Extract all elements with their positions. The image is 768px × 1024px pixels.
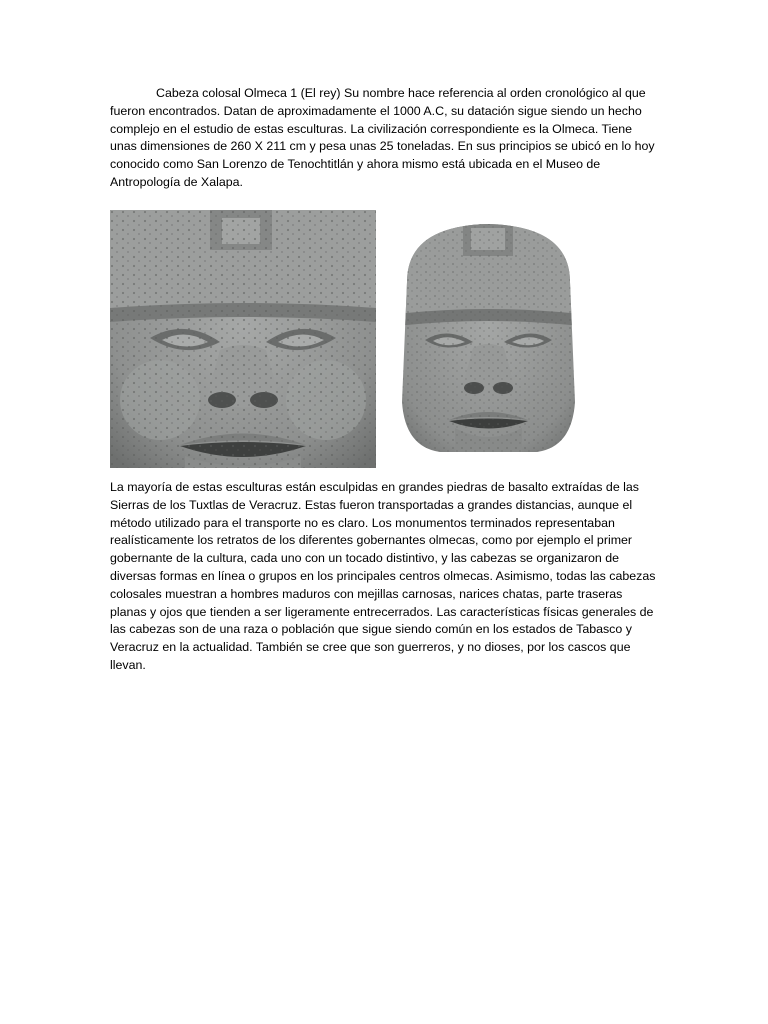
olmec-head-full-image [397,222,580,456]
olmec-head-closeup-image [110,210,376,468]
olmec-head-full-illustration [397,222,580,456]
paragraph-description: La mayoría de estas esculturas están esculpidas en grandes piedras de basalto extraídas de las Sierras de los Tuxtlas de Veracruz. Estas fueron transportadas a grandes distancias, aunque el método utilizado para el transporte no es claro. Los monumentos terminados representaban realísticamente los retratos de los diferentes gobernantes olmecas, como por ejemplo el primer gobernante de la cultura, cada uno con un tocado distintivo, y las cabezas se organizaron de diversas formas en línea o grupos en los principales centros olmecas. Asimismo, todas las cabezas colosales muestran a hombres maduros con mejillas carnosas, narices chatas, parte traseras planas y ojos que tienden a ser ligeramente entrecerrados. Las características físicas generales de las cabezas son de una raza o población que sigue siendo común en los estados de Tabasco y Veracruz en la actualidad. También se cree que son guerreros, y no dioses, por los cascos que llevan. [110,480,656,672]
paragraph-intro: Cabeza colosal Olmeca 1 (El rey) Su nombre hace referencia al orden cronológico al que fueron encontrados. Datan de aproximadamente el 1000 A.C, su datación sigue siendo un hecho complejo en el estudio de estas esculturas. La civilización correspondiente es la Olmeca. Tiene unas dimensiones de 260 X 211 cm y pesa unas 25 toneladas. En sus principios se ubicó en lo hoy conocido como San Lorenzo de Tenochtitlán y ahora mismo está ubicada en el Museo de Antropología de Xalapa. [110,86,655,189]
olmec-head-closeup-illustration [110,210,376,468]
